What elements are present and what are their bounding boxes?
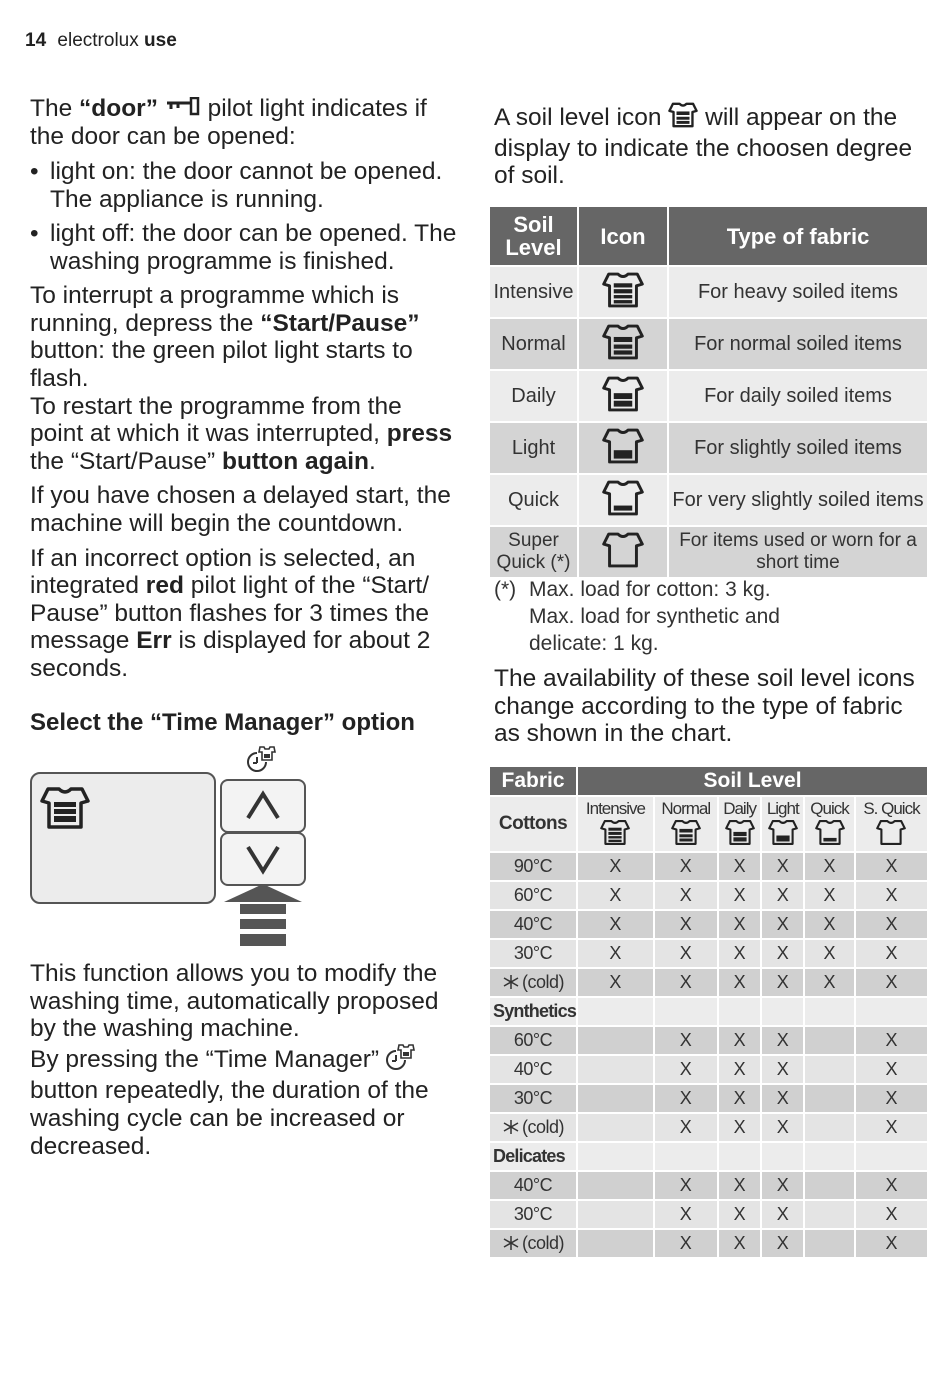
empty-cell <box>718 1142 762 1171</box>
shirt-daily-icon <box>602 375 644 418</box>
availability-cell: X <box>761 1229 804 1257</box>
availability-paragraph: The availability of these soil level icons change according to the type of fabric as shown in the chart. <box>494 665 915 748</box>
availability-cell: X <box>855 1171 927 1200</box>
shirt-daily-icon <box>719 819 761 851</box>
col-label: Normal <box>661 799 711 818</box>
table-row <box>490 526 927 577</box>
availability-cell: X <box>718 881 762 910</box>
shirt-display-icon <box>40 786 90 835</box>
availability-cell <box>577 1229 654 1257</box>
temperature-label: 40°C <box>513 1175 553 1195</box>
availability-cell: X <box>855 1084 927 1113</box>
availability-cell: X <box>577 939 654 968</box>
temperature-cell <box>490 1171 577 1200</box>
section-label: Synthetics <box>490 997 577 1026</box>
col-label: Intensive <box>585 799 645 818</box>
temperature-cell <box>490 1055 577 1084</box>
shirt-normal-icon <box>655 819 717 851</box>
availability-cell <box>577 1055 654 1084</box>
temperature-cell <box>490 881 577 910</box>
table-row <box>490 370 927 422</box>
section-row <box>490 1142 927 1171</box>
temperature-label: 90°C <box>513 856 553 876</box>
availability-cell <box>804 1026 855 1055</box>
availability-cell: X <box>761 1055 804 1084</box>
availability-cell: X <box>718 852 762 881</box>
availability-cell: X <box>855 1229 927 1257</box>
availability-cell: X <box>577 881 654 910</box>
chevron-up-icon <box>222 781 304 831</box>
table-row <box>490 1171 927 1200</box>
chevron-down-icon <box>222 834 304 884</box>
col-header-soil <box>718 796 762 852</box>
shirt-intensive-icon <box>602 271 644 314</box>
availability-cell: X <box>804 910 855 939</box>
availability-cell <box>577 1026 654 1055</box>
availability-cell <box>804 1200 855 1229</box>
table-subheader-row <box>490 796 927 852</box>
availability-cell: X <box>855 968 927 997</box>
availability-cell: X <box>718 968 762 997</box>
temperature-label: 60°C <box>513 1030 553 1050</box>
soil-icon-cell <box>578 526 668 577</box>
shirt-quick-icon <box>805 819 854 851</box>
soil-icon-cell <box>578 474 668 526</box>
page-header <box>25 30 177 52</box>
col-label: Light <box>766 799 799 818</box>
temperature-cell <box>490 1113 577 1142</box>
table-row <box>490 968 927 997</box>
soil-level-cell: Super Quick (*) <box>490 526 578 577</box>
availability-cell: X <box>577 968 654 997</box>
col-header-fabric: Fabric <box>490 766 577 796</box>
availability-cell: X <box>577 852 654 881</box>
col-header-icon: Icon <box>578 207 668 266</box>
availability-cell: X <box>654 968 718 997</box>
availability-cell: X <box>718 1055 762 1084</box>
availability-cell <box>804 1171 855 1200</box>
availability-cell: X <box>577 910 654 939</box>
fabric-type-cell: For items used or worn for a short time <box>668 526 927 577</box>
door-paragraph: The “door” pilot light indicates if the door can be opened: <box>30 95 427 151</box>
availability-cell: X <box>761 1200 804 1229</box>
list-item: • light off: the door can be opened. The washing programme is finished. <box>30 220 457 275</box>
temperature-label: (cold) <box>522 1116 565 1137</box>
availability-cell: X <box>654 1055 718 1084</box>
shirt-normal-icon <box>602 323 644 366</box>
cotton-label: Cottons <box>490 796 577 852</box>
soil-level-icon <box>668 102 698 135</box>
fabric-type-cell: For very slightly soiled items <box>668 474 927 526</box>
table-row <box>490 881 927 910</box>
availability-cell: X <box>718 1200 762 1229</box>
col-header-soil <box>855 796 927 852</box>
availability-cell: X <box>761 968 804 997</box>
table-row <box>490 318 927 370</box>
list-item: • light on: the door cannot be opened. The appliance is running. <box>30 157 443 213</box>
soil-icon-cell <box>578 266 668 318</box>
soil-level-cell: Normal <box>490 318 578 370</box>
col-header-soil-level: Soil Level <box>577 766 927 796</box>
availability-cell: X <box>804 881 855 910</box>
table-row <box>490 266 927 318</box>
delayed-paragraph: If you have chosen a delayed start, the machine will begin the countdown. <box>30 482 451 538</box>
col-header-soil <box>577 796 654 852</box>
empty-cell <box>761 1142 804 1171</box>
col-header-soil <box>654 796 718 852</box>
empty-cell <box>761 997 804 1026</box>
snowflake-icon <box>502 1117 522 1138</box>
availability-cell: X <box>761 1113 804 1142</box>
soil-level-cell: Intensive <box>490 266 578 318</box>
availability-cell: X <box>654 1084 718 1113</box>
display-panel <box>30 772 216 904</box>
section-label: Delicates <box>490 1142 577 1171</box>
temperature-cell <box>490 1229 577 1257</box>
table-row <box>490 1200 927 1229</box>
temperature-label: (cold) <box>522 1232 565 1253</box>
table-row <box>490 852 927 881</box>
incorrect-paragraph: If an incorrect option is selected, an integrated red pilot light of the “Start/ Pause” button flashes for 3 times the message Err is displayed for about 2 seconds. <box>30 544 431 683</box>
temperature-label: 40°C <box>513 1059 553 1079</box>
table-row <box>490 1026 927 1055</box>
availability-cell: X <box>654 1229 718 1257</box>
availability-cell: X <box>718 1084 762 1113</box>
soil-intro: A soil level icon will appear on the display to indicate the choosen degree of soil. <box>494 103 913 190</box>
temperature-label: 30°C <box>513 1088 553 1108</box>
availability-cell: X <box>654 910 718 939</box>
fabric-type-cell: For normal soiled items <box>668 318 927 370</box>
availability-cell: X <box>761 939 804 968</box>
availability-cell: X <box>654 1026 718 1055</box>
fabric-soil-table <box>490 765 927 1257</box>
availability-cell: X <box>654 1171 718 1200</box>
temperature-label: (cold) <box>522 971 565 992</box>
availability-cell <box>804 1113 855 1142</box>
fabric-type-cell: For heavy soiled items <box>668 266 927 318</box>
table-row <box>490 1055 927 1084</box>
soil-icon-cell <box>578 370 668 422</box>
availability-cell: X <box>654 1113 718 1142</box>
availability-cell: X <box>718 1171 762 1200</box>
empty-cell <box>718 997 762 1026</box>
temperature-label: 30°C <box>513 1204 553 1224</box>
availability-cell: X <box>855 881 927 910</box>
interrupt-paragraph: To interrupt a programme which is running, depress the “Start/Pause” button: the green pilot light starts to flash. <box>30 282 420 393</box>
availability-cell: X <box>804 939 855 968</box>
time-manager-icon <box>247 745 277 778</box>
soil-icon-cell <box>578 318 668 370</box>
table-row <box>490 422 927 474</box>
time-manager-heading: Select the “Time Manager” option <box>30 708 415 736</box>
availability-cell: X <box>718 1026 762 1055</box>
section-name: use <box>144 30 177 51</box>
empty-cell <box>577 997 654 1026</box>
col-header-soil-level: Soil Level <box>490 207 578 266</box>
temperature-label: 30°C <box>513 943 553 963</box>
availability-cell: X <box>761 1026 804 1055</box>
fabric-type-cell: For slightly soiled items <box>668 422 927 474</box>
soil-level-table <box>490 207 927 577</box>
soil-level-cell: Light <box>490 422 578 474</box>
col-header-soil <box>761 796 804 852</box>
shirt-super-quick-icon <box>602 531 644 574</box>
availability-cell: X <box>654 852 718 881</box>
soil-icon-cell <box>578 422 668 474</box>
temperature-cell <box>490 939 577 968</box>
temperature-cell <box>490 1084 577 1113</box>
availability-cell: X <box>855 939 927 968</box>
availability-cell: X <box>761 881 804 910</box>
availability-cell: X <box>761 1084 804 1113</box>
availability-cell <box>804 1229 855 1257</box>
availability-cell: X <box>761 910 804 939</box>
shirt-quick-icon <box>602 479 644 522</box>
decrease-time-button[interactable] <box>220 832 306 886</box>
empty-cell <box>654 1142 718 1171</box>
availability-cell <box>804 1084 855 1113</box>
empty-cell <box>804 997 855 1026</box>
availability-cell: X <box>718 1229 762 1257</box>
time-manager-icon <box>386 1043 416 1078</box>
availability-cell <box>804 1055 855 1084</box>
table-header-row <box>490 207 927 266</box>
availability-cell: X <box>718 939 762 968</box>
shirt-light-icon <box>602 427 644 470</box>
availability-cell: X <box>855 1055 927 1084</box>
availability-cell <box>577 1171 654 1200</box>
availability-cell: X <box>761 1171 804 1200</box>
availability-cell: X <box>761 852 804 881</box>
function-description: This function allows you to modify the washing time, automatically proposed by the washing machine. By pressing the “Time Manager” button repeatedly, the duration of the washing cycle can be increased or decreased. <box>30 960 439 1160</box>
shirt-super-quick-icon <box>856 819 927 851</box>
availability-cell <box>577 1084 654 1113</box>
col-header-fabric: Type of fabric <box>668 207 927 266</box>
availability-cell: X <box>855 1200 927 1229</box>
fabric-type-cell: For daily soiled items <box>668 370 927 422</box>
empty-cell <box>855 1142 927 1171</box>
availability-cell: X <box>654 881 718 910</box>
availability-cell: X <box>718 1113 762 1142</box>
soil-level-cell: Quick <box>490 474 578 526</box>
table-row <box>490 474 927 526</box>
availability-cell: X <box>855 1026 927 1055</box>
shirt-light-icon <box>762 819 803 851</box>
temperature-cell <box>490 968 577 997</box>
press-arrow-icon <box>222 884 304 953</box>
temperature-cell <box>490 1026 577 1055</box>
availability-cell: X <box>855 1113 927 1142</box>
availability-cell: X <box>804 852 855 881</box>
availability-cell <box>577 1200 654 1229</box>
brand-name: electrolux <box>57 30 139 51</box>
availability-cell: X <box>654 1200 718 1229</box>
empty-cell <box>654 997 718 1026</box>
col-label: Daily <box>723 799 756 818</box>
table-row <box>490 910 927 939</box>
empty-cell <box>855 997 927 1026</box>
table-row <box>490 1113 927 1142</box>
availability-cell: X <box>804 968 855 997</box>
door-key-icon <box>165 96 201 124</box>
snowflake-icon <box>502 972 522 993</box>
availability-cell: X <box>855 910 927 939</box>
empty-cell <box>804 1142 855 1171</box>
shirt-intensive-icon <box>578 819 653 851</box>
table-row <box>490 1229 927 1257</box>
section-row <box>490 997 927 1026</box>
snowflake-icon <box>502 1233 522 1254</box>
temperature-cell <box>490 1200 577 1229</box>
table-row <box>490 1084 927 1113</box>
availability-cell: X <box>855 852 927 881</box>
footnote: (*) Max. load for cotton: 3 kg. Max. load for synthetic and delicate: 1 kg. <box>494 578 780 655</box>
availability-cell: X <box>654 939 718 968</box>
col-header-soil <box>804 796 855 852</box>
col-label: S. Quick <box>863 799 920 818</box>
soil-level-cell: Daily <box>490 370 578 422</box>
temperature-label: 40°C <box>513 914 553 934</box>
left-column <box>30 95 460 743</box>
temperature-cell <box>490 852 577 881</box>
col-label: Quick <box>810 799 849 818</box>
temperature-cell <box>490 910 577 939</box>
page-number: 14 <box>25 30 47 51</box>
temperature-label: 60°C <box>513 885 553 905</box>
table-header-row <box>490 766 927 796</box>
increase-time-button[interactable] <box>220 779 306 833</box>
availability-cell <box>577 1113 654 1142</box>
table-row <box>490 939 927 968</box>
empty-cell <box>577 1142 654 1171</box>
availability-cell: X <box>718 910 762 939</box>
restart-paragraph: To restart the programme from the point at which it was interrupted, press the “Start/Pause” button again. <box>30 392 453 475</box>
